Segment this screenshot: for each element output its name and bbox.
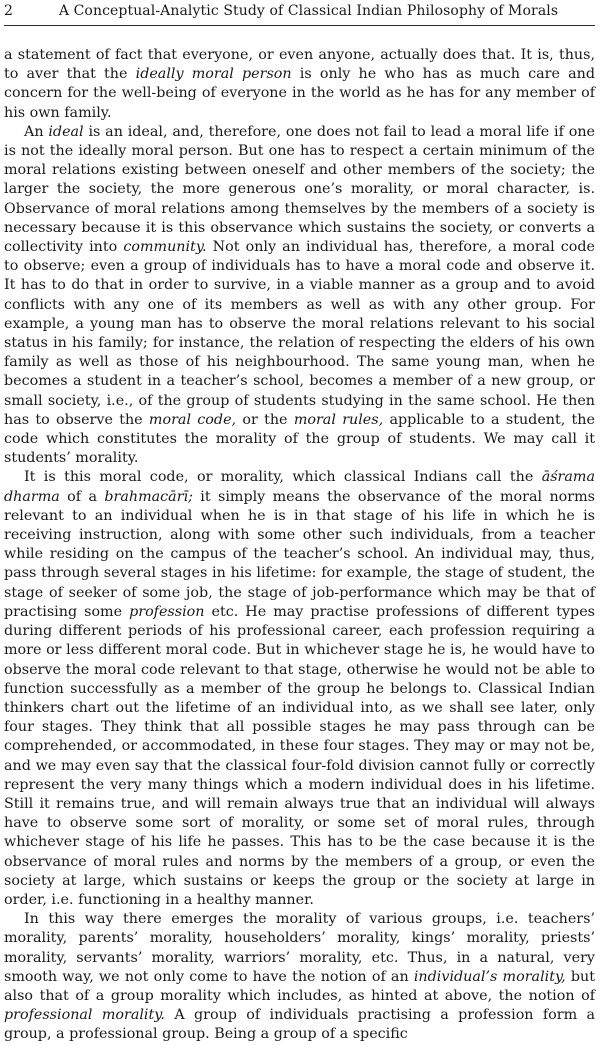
text-run: It is this moral code, or morality, which classical Indians call the <box>24 469 542 486</box>
text-run: In this way there emerges the morality of various groups, i.e. teachers’ morality, parents’ morality, householders’ morality, kings’ morality, priests’ morality, servants’ morality, warriors’ morality, etc. Thus, in a natural, very smooth way, we not only come to have the notion of an <box>4 911 595 985</box>
paragraph <box>4 468 595 910</box>
text-run: is only he who has as much care and concern for the well-being of everyone in the world as he has for any member of his own family. <box>4 66 595 121</box>
paragraph <box>4 123 595 469</box>
italic-text: ideally moral person <box>135 66 292 83</box>
text-run: is an ideal, and, therefore, one does not fail to lead a moral life if one is not the ideally moral person. But one has to respect a certain minimum of the moral relations existing between oneself and other members of the society; the larger the society, the more generous one’s morality, or moral character, is. Observance of moral relations among themselves by the members of a society is necessary because it is this observance which sustains the society, or converts a collectivity into <box>4 123 595 256</box>
text-run: Not only an individual has, therefore, a moral code to observe; even a group of individuals has to have a moral code and observe it. It has to do that in order to survive, in a viable manner as a group and to avoid conflicts with any one of its members as well as with any other group. For example, a young man has to observe the moral relations relevant to his social status in his family; for instance, the relation of respecting the elders of his own family as well as those of his neighbourhood. The same young man, when he becomes a student in a teacher’s school, becomes a member of a new group, or small society, i.e., of the group of students studying in the same school. He then has to observe the <box>4 239 595 428</box>
italic-text: brahmacārī; <box>104 488 193 505</box>
running-head: A Conceptual-Analytic Study of Classical Indian Philosophy of Morals <box>58 3 559 19</box>
paragraph <box>4 910 595 1044</box>
text-run: a statement of fact that everyone, or even anyone, actually does that. It is, thus, to aver that the <box>4 47 595 83</box>
text-run: or the <box>236 411 294 428</box>
italic-text: community. <box>123 239 207 256</box>
page-body <box>4 26 595 1045</box>
italic-text: individual’s morality, <box>413 968 566 985</box>
italic-text: ideal <box>48 123 84 140</box>
text-run: it simply means the observance of the moral norms relevant to an individual when he is in that stage of his life in which he is receiving instruction, along with some other such individuals, from a teacher while residing on the campus of the teacher’s school. An individual may, thus, pass through several stages in his lifetime: for example, the stage of student, the stage of seeker of some job, the stage of job-performance which may be that of practising some <box>4 488 595 620</box>
text-run: A group of individuals practising a profession form a group, a professional group. Being a group of a specific <box>4 1007 596 1043</box>
paragraph <box>4 46 595 123</box>
text-run: applicable to a student, the code which constitutes the morality of the group of students. We may call it students’ morality. <box>4 411 595 467</box>
text-run: etc. He may practise professions of different types during different periods of his professional career, each profession requiring a more or less different moral code. But in whichever stage he is, he would have to observe the moral code relevant to that stage, otherwise he would not be able to function successfully as a member of the group he belongs to. Classical Indian thinkers chart out the lifetime of an individual into, as we shall see later, only four stages. They think that all possible stages he may pass through can be comprehended, or accommodated, in these four stages. They may or may not be, and we may even say that the classical four-fold division cannot fully or correctly represent the very many things which a modern individual does in his lifetime. Still it remains true, and will remain always true that an individual will always have to observe some sort of morality, or some set of moral rules, through whichever stage of his life he passes. This has to be the case because it is the observance of moral rules and norms by the members of a group, or even the society at large, which sustains or keeps the group or the society at large in order, i.e. functioning in a healthy manner. <box>4 603 596 908</box>
text-run: An <box>24 123 49 140</box>
italic-text: professional morality. <box>4 1007 165 1024</box>
text-run: of a <box>59 488 105 505</box>
page-number: 2 <box>4 3 13 19</box>
italic-text: moral rules, <box>293 411 384 428</box>
italic-text: moral code, <box>148 411 237 428</box>
italic-text: profession <box>129 603 205 620</box>
text-run: but also that of a group morality which includes, as hinted at above, the notion of <box>4 968 595 1004</box>
page-header <box>4 0 595 26</box>
italic-text: āśrama dharma <box>4 469 595 505</box>
